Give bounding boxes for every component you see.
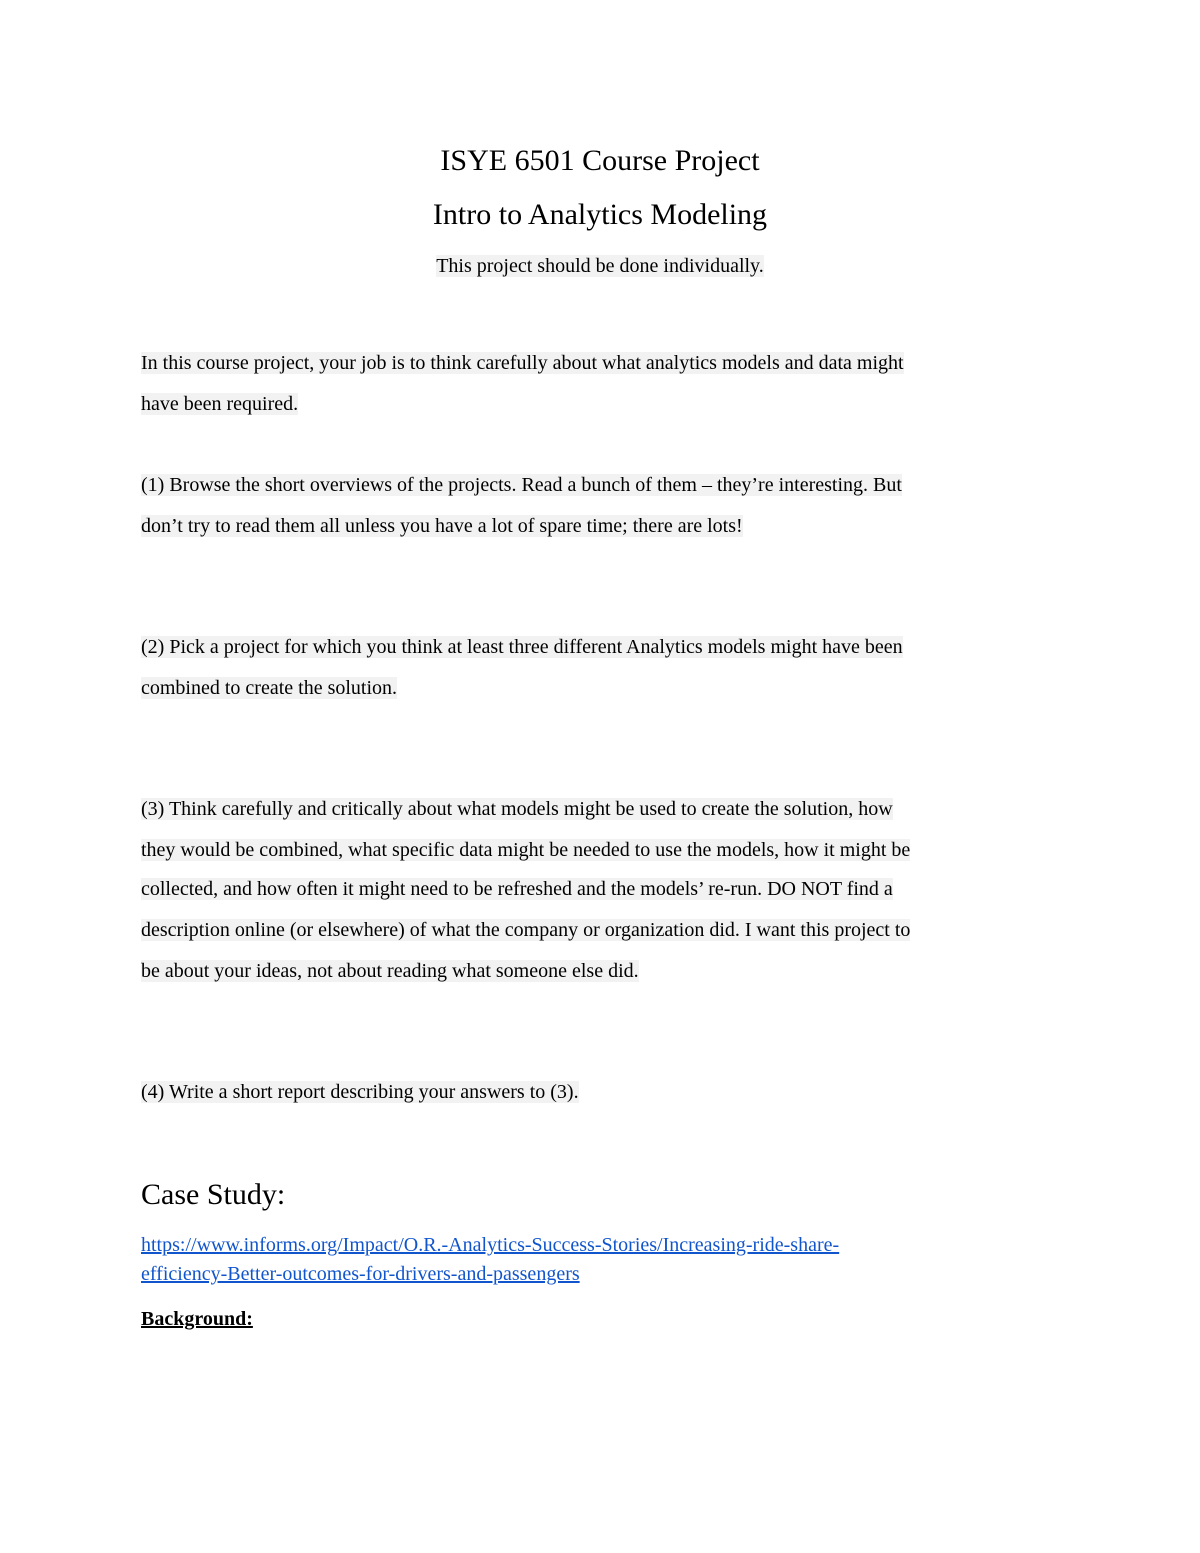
step-3-line: description online (or elsewhere) of what the company or organization did. I want this project to	[141, 919, 911, 941]
intro-line: In this course project, your job is to think carefully about what analytics models and data might	[141, 352, 904, 374]
step-3-line: (3) Think carefully and critically about what models might be used to create the solution, how	[141, 798, 893, 820]
step-1-line: don’t try to read them all unless you have a lot of spare time; there are lots!	[141, 515, 743, 537]
page-title: ISYE 6501 Course Project	[440, 144, 760, 177]
page-subtitle: Intro to Analytics Modeling	[432, 198, 768, 231]
case-study-heading: Case Study:	[141, 1178, 286, 1211]
step-1-line: (1) Browse the short overviews of the projects. Read a bunch of them – they’re interesting. But	[141, 474, 902, 496]
step-3-line: they would be combined, what specific data might be needed to use the models, how it might be	[141, 839, 911, 861]
intro-line: have been required.	[141, 393, 299, 415]
step-2-line: combined to create the solution.	[141, 677, 398, 699]
step-4-line: (4) Write a short report describing your answers to (3).	[141, 1081, 579, 1103]
step-3-line: be about your ideas, not about reading what someone else did.	[141, 960, 639, 982]
individual-note: This project should be done individually.	[436, 255, 764, 277]
case-study-link-continued[interactable]: efficiency-Better-outcomes-for-drivers-and-passengers	[141, 1263, 580, 1285]
step-2-line: (2) Pick a project for which you think at least three different Analytics models might have been	[141, 636, 903, 658]
background-heading: Background:	[141, 1308, 253, 1330]
step-3-line: collected, and how often it might need to be refreshed and the models’ re-run. DO NOT find a	[141, 878, 893, 900]
case-study-link[interactable]: https://www.informs.org/Impact/O.R.-Analytics-Success-Stories/Increasing-ride-share-	[141, 1234, 840, 1256]
